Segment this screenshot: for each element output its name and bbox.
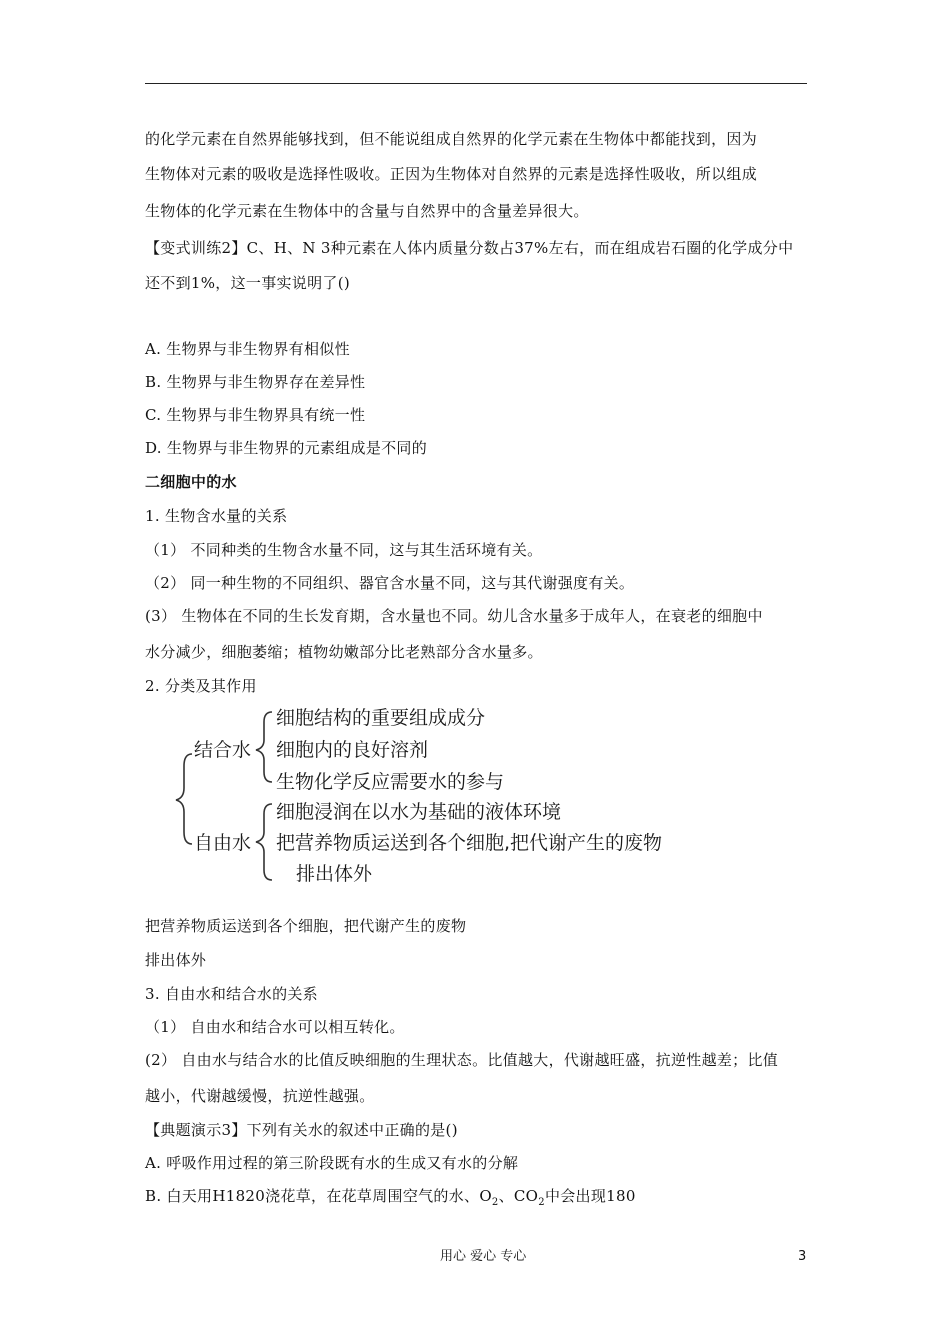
outer-brace (176, 754, 192, 844)
option-b: B. 生物界与非生物界存在差异性 (145, 373, 366, 391)
subsection-1: 1. 生物含水量的关系 (145, 507, 288, 525)
point-1-1: （1） 不同种类的生物含水量不同，这与其生活环境有关。 (145, 541, 543, 559)
option-a: A. 生物界与非生物界有相似性 (145, 340, 350, 358)
subsection-2: 2. 分类及其作用 (145, 677, 257, 695)
question-2-stem-cont: 还不到1%，这一事实说明了() (145, 274, 351, 292)
point-3-2-cont: 越小，代谢越缓慢，抗逆性越强。 (145, 1087, 375, 1105)
point-1-2: （2） 同一种生物的不同组织、器官含水量不同，这与其代谢强度有关。 (145, 574, 635, 592)
brace-lines (172, 704, 732, 894)
subscript: 2 (538, 1197, 545, 1208)
option-b-text: 中会出现180 (544, 1187, 636, 1205)
option-c: C. 生物界与非生物界具有统一性 (145, 406, 366, 424)
section-title: 二细胞中的水 (145, 473, 237, 491)
option-d: D. 生物界与非生物界的元素组成是不同的 (145, 439, 428, 457)
free-water-item: 把营养物质运送到各个细胞,把代谢产生的废物 (276, 832, 663, 854)
option-b-text: 、CO (498, 1187, 539, 1205)
point-1-3: (3） 生物体在不同的生长发育期，含水量也不同。幼儿含水量多于成年人，在衰老的细胞中 (145, 607, 763, 625)
question-2-stem: 【变式训练2】C、H、N 3种元素在人体内质量分数占37%左右，而在组成岩石圈的化学成分中 (145, 239, 794, 257)
subsection-3: 3. 自由水和结合水的关系 (145, 985, 318, 1003)
subscript: 2 (491, 1197, 499, 1208)
option-b (145, 1186, 636, 1213)
paragraph-line: 排出体外 (145, 951, 207, 969)
page-number: 3 (798, 1249, 807, 1264)
point-3-2: (2） 自由水与结合水的比值反映细胞的生理状态。比值越大，代谢越旺盛，抗逆性越差；比值 (145, 1051, 779, 1069)
free-water-brace (256, 804, 272, 880)
point-1-3-cont: 水分减少，细胞萎缩；植物幼嫩部分比老熟部分含水量多。 (145, 643, 543, 661)
header-rule (145, 83, 807, 84)
paragraph-line: 的化学元素在自然界能够找到，但不能说组成自然界的化学元素在生物体中都能找到，因为 (145, 130, 758, 148)
bound-water-label: 结合水 (194, 739, 252, 761)
free-water-item: 细胞浸润在以水为基础的液体环境 (276, 801, 562, 823)
option-a: A. 呼吸作用过程的第三阶段既有水的生成又有水的分解 (145, 1154, 519, 1172)
bound-water-brace (256, 712, 272, 782)
footer-motto: 用心 爱心 专心 (440, 1249, 527, 1264)
paragraph-line: 把营养物质运送到各个细胞，把代谢产生的废物 (145, 917, 467, 935)
bound-water-item: 细胞内的良好溶剂 (276, 739, 429, 761)
paragraph-line: 生物体的化学元素在生物体中的含量与自然界中的含量差异很大。 (145, 202, 589, 220)
option-b-text: B. 白天用H1820浇花草，在花草周围空气的水、O (145, 1187, 492, 1205)
point-3-1: （1） 自由水和结合水可以相互转化。 (145, 1018, 405, 1036)
water-classification-diagram (172, 704, 732, 894)
free-water-item: 排出体外 (296, 863, 373, 885)
question-3-stem: 【典题演示3】下列有关水的叙述中正确的是() (145, 1121, 458, 1139)
bound-water-item: 细胞结构的重要组成成分 (276, 707, 486, 729)
paragraph-line: 生物体对元素的吸收是选择性吸收。正因为生物体对自然界的元素是选择性吸收，所以组成 (145, 165, 758, 183)
bound-water-item: 生物化学反应需要水的参与 (276, 771, 505, 793)
free-water-label: 自由水 (194, 832, 252, 854)
